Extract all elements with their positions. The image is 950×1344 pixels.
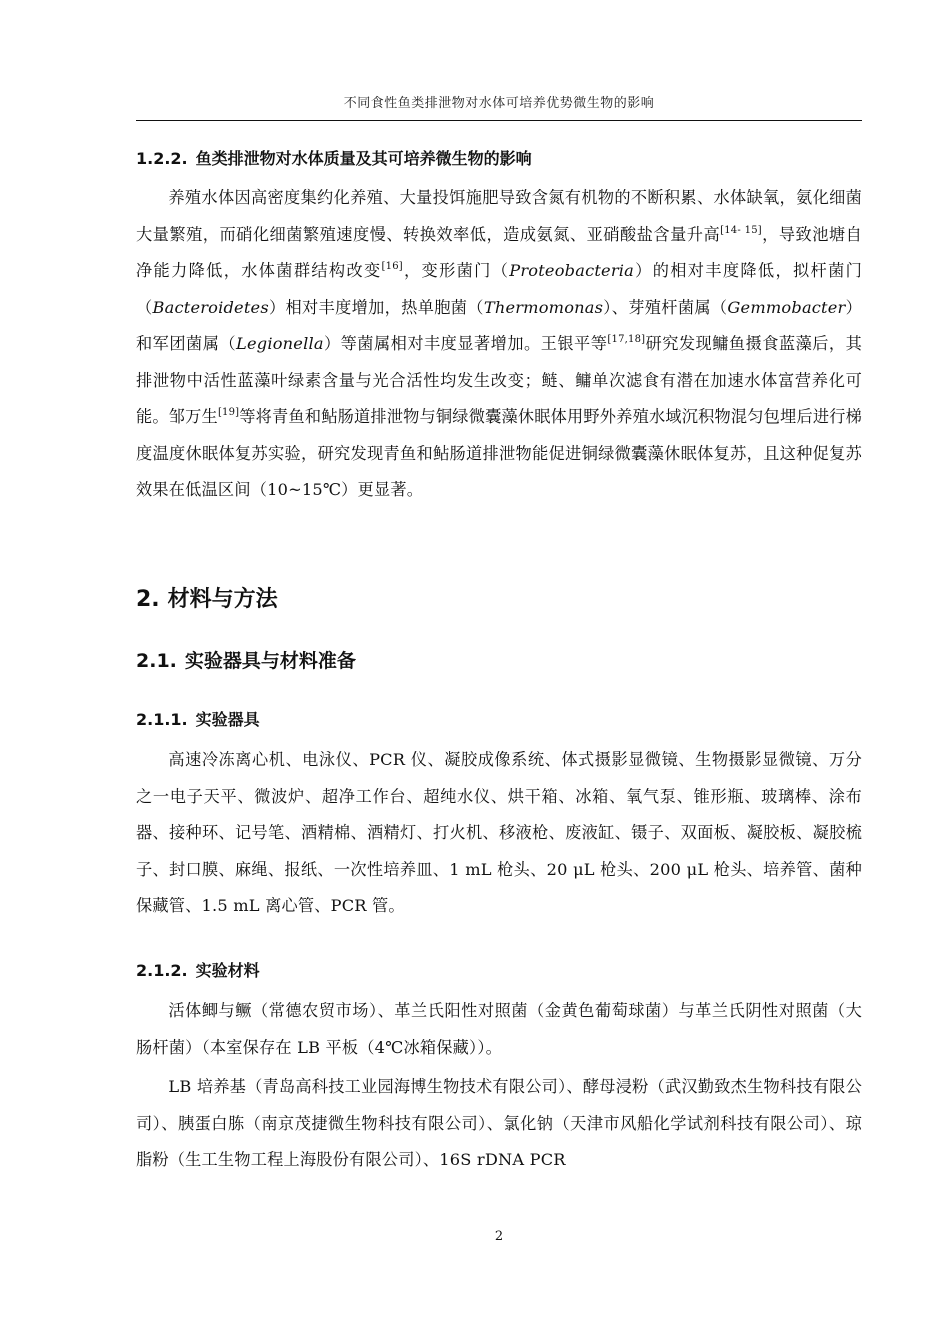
taxon-name: Gemmobacter (727, 297, 846, 317)
heading-2 (136, 582, 278, 613)
header-rule (136, 120, 862, 121)
text-run: 养殖水体因高密度集约化养殖、大量投饵施肥导致含氮有机物的不断积累、水体缺氧，氨化细菌大量繁殖，而硝化细菌繁殖速度慢、转换效率低，造成氨氮、亚硝酸盐含量升高 (136, 188, 862, 244)
taxon-name: Proteobacteria (509, 261, 634, 280)
heading-number: 2.1.1. (136, 710, 188, 729)
citation: [14- 15] (720, 224, 762, 236)
paragraph-equipment: 高速冷冻离心机、电泳仪、PCR 仪、凝胶成像系统、体式摄影显微镜、生物摄影显微镜、万分之一电子天平、微波炉、超净工作台、超纯水仪、烘干箱、冰箱、氧气泵、锥形瓶、玻璃棒、涂布器、接种环、记号笔、酒精棉、酒精灯、打火机、移液枪、废液缸、镊子、双面板、凝胶板、凝胶梳子、封口膜、麻绳、报纸、一次性培养皿、1 mL 枪头、20 μL 枪头、200 μL 枪头、培养管、菌种保藏管、1.5 mL 离心管、PCR 管。 (136, 750, 862, 915)
text-run: ）相对丰度增加，热单胞菌（ (268, 297, 484, 317)
heading-1-2-2 (136, 146, 532, 169)
heading-number: 2.1.2. (136, 961, 188, 980)
text-run: ）的相对丰度降低，拟杆菌门（ (136, 261, 862, 317)
paragraph-materials-1: 活体鲫与鳜（常德农贸市场）、革兰氏阳性对照菌（金黄色葡萄球菌）与革兰氏阴性对照菌（大肠杆菌）（本室保存在 LB 平板（4℃冰箱保藏））。 (136, 1001, 862, 1057)
heading-title: 实验器具与材料准备 (184, 650, 356, 672)
citation: [16] (381, 261, 403, 272)
heading-title: 实验材料 (195, 961, 260, 980)
text-run: ，导致池塘自净能力降低，水体菌群结构改变 (136, 224, 862, 280)
heading-number: 2.1. (136, 650, 177, 672)
text-run: ）和军团菌属（ (136, 297, 863, 353)
citation: [17,18] (607, 334, 646, 345)
heading-title: 实验器具 (195, 710, 260, 729)
taxon-name: Bacteroidetes (152, 297, 269, 317)
paragraph-materials-2: LB 培养基（青岛高科技工业园海博生物技术有限公司）、酵母浸粉（武汉勤致杰生物科技有限公司）、胰蛋白胨（南京茂捷微生物科技有限公司）、氯化钠（天津市风船化学试剂科技有限公司）、琼脂粉（生工生物工程上海股份有限公司）、16S rDNA PCR (136, 1077, 862, 1169)
heading-2-1-1 (136, 707, 260, 730)
taxon-name: Legionella (236, 334, 324, 353)
taxon-name: Thermomonas (483, 297, 604, 317)
text-run: ）等菌属相对丰度显著增加。王银平等 (323, 334, 608, 353)
text-run: 研究发现鳙鱼摄食蓝藻后，其排泄物中活性蓝藻叶绿素含量与光合活性均发生改变；鲢、鳙单次滤食有潜在加速水体富营养化可能。邹万生 (136, 334, 862, 426)
heading-number: 2. (136, 587, 160, 612)
running-header: 不同食性鱼类排泄物对水体可培养优势微生物的影响 (343, 96, 655, 111)
text-run: ，变形菌门（ (402, 261, 510, 280)
citation: [19] (217, 407, 240, 418)
heading-number: 1.2.2. (136, 149, 188, 168)
heading-2-1-2 (136, 958, 260, 981)
heading-title: 材料与方法 (167, 587, 278, 612)
heading-2-1 (136, 646, 356, 673)
page-number: 2 (494, 1229, 504, 1244)
heading-title: 鱼类排泄物对水体质量及其可培养微生物的影响 (195, 149, 532, 168)
text-run: ）、芽殖杆菌属（ (603, 297, 728, 317)
text-run: 等将青鱼和鲇肠道排泄物与铜绿微囊藻休眠体用野外养殖水域沉积物混匀包埋后进行梯度温度休眠体复苏实验，研究发现青鱼和鲇肠道排泄物能促进铜绿微囊藻休眠体复苏，且这种促复苏效果在低温区间（10~15℃）更显著。 (136, 407, 862, 499)
paragraph-fish-excreta (136, 180, 862, 509)
